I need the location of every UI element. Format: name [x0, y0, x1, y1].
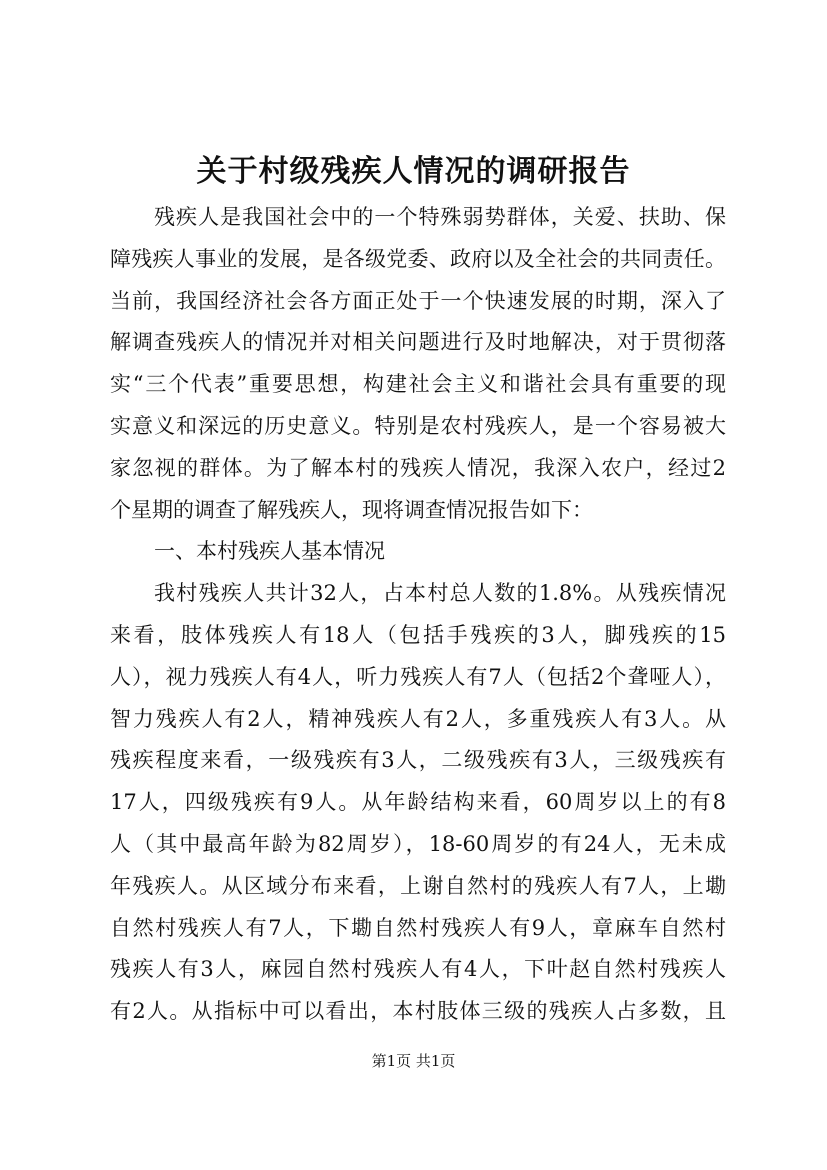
page-title: 关于村级残疾人情况的调研报告	[196, 154, 631, 189]
body-line: 我村残疾人共计32人，占本村总人数的1.8%。从残疾情况	[154, 581, 726, 606]
body-line: 年残疾人。从区域分布来看，上谢自然村的残疾人有7人，上墈	[110, 873, 726, 898]
body-line: 自然村残疾人有7人，下墈自然村残疾人有9人，章麻车自然村	[110, 915, 726, 940]
page-number-footer: 第1页 共1页	[371, 1052, 456, 1070]
body-line: 17人，四级残疾有9人。从年龄结构来看，60周岁以上的有8	[110, 790, 726, 815]
body-line: 个星期的调查了解残疾人，现将调查情况报告如下：	[110, 497, 593, 522]
body-line: 实“三个代表”重要思想，构建社会主义和谐社会具有重要的现	[110, 372, 726, 397]
body-line: 障残疾人事业的发展，是各级党委、政府以及全社会的共同责任。	[110, 246, 726, 271]
body-line: 解调查残疾人的情况并对相关问题进行及时地解决，对于贯彻落	[110, 330, 726, 355]
body-line: 来看，肢体残疾人有18人（包括手残疾的3人，脚残疾的15	[110, 622, 726, 647]
document-body	[110, 197, 726, 1033]
body-line: 人），视力残疾人有4人，听力残疾人有7人（包括2个聋哑人），	[110, 664, 726, 689]
body-line: 有2人。从指标中可以看出，本村肢体三级的残疾人占多数，且	[110, 999, 726, 1024]
body-line: 残疾程度来看，一级残疾有3人，二级残疾有3人，三级残疾有	[110, 748, 726, 773]
body-line: 实意义和深远的历史意义。特别是农村残疾人，是一个容易被大	[110, 413, 726, 438]
body-line: 智力残疾人有2人，精神残疾人有2人，多重残疾人有3人。从	[110, 706, 726, 731]
body-line: 家忽视的群体。为了解本村的残疾人情况，我深入农户，经过2	[110, 455, 726, 480]
body-line: 残疾人有3人，麻园自然村残疾人有4人，下叶赵自然村残疾人	[110, 957, 726, 982]
body-line: 当前，我国经济社会各方面正处于一个快速发展的时期，深入了	[110, 288, 726, 313]
body-line: 残疾人是我国社会中的一个特殊弱势群体，关爱、扶助、保	[154, 205, 726, 229]
body-line: 人（其中最高年龄为82周岁），18-60周岁的有24人，无未成	[110, 831, 726, 856]
section-heading: 一、本村残疾人基本情况	[154, 539, 385, 564]
